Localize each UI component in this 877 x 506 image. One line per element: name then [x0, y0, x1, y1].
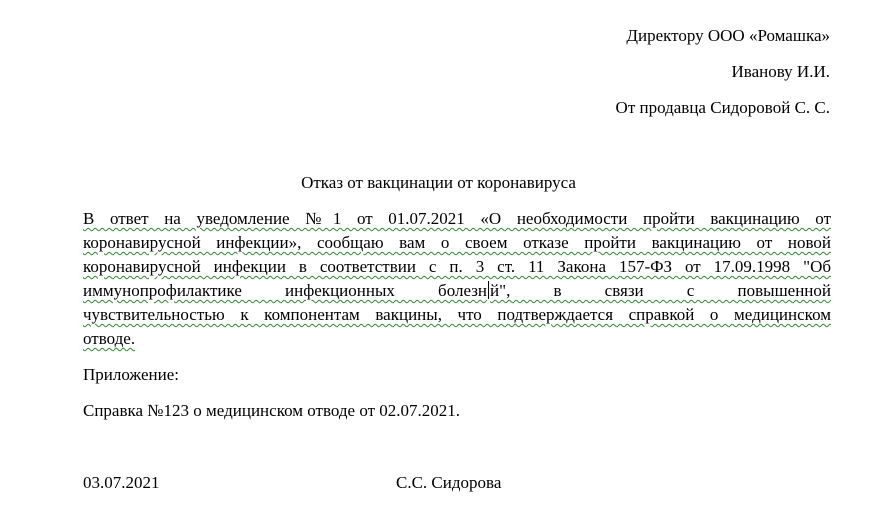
footer-signature: С.С. Сидорова: [396, 473, 502, 492]
body-line-4: иммунопрофилактике инфекционных болезн й", в связи с повышенной: [83, 281, 831, 300]
document-title: Отказ от вакцинации от коронавируса: [301, 173, 576, 192]
sender-line: От продавца Сидоровой С. С.: [615, 98, 830, 117]
body-line-5: чувствительностью к компонентам вакцины, что подтверждается справкой о медицинском: [83, 305, 831, 324]
body-line-1: В ответ на уведомление №1 от 01.07.2021 «О необходимости пройти вакцинацию от: [83, 209, 831, 228]
body-line-2: коронавирусной инфекции», сообщаю вам о своем отказе пройти вакцинацию от новой: [83, 233, 831, 252]
body-line-6: отводе.: [83, 329, 136, 348]
addressee-line: Директору ООО «Ромашка»: [626, 26, 830, 45]
body-line-3: коронавирусной инфекции в соответствии с п. 3 ст. 11 Закона 157-ФЗ от 17.09.1998 "Об: [83, 257, 831, 276]
attachment-item: Справка №123 о медицинском отводе от 02.07.2021.: [83, 401, 461, 420]
addressee-name: Иванову И.И.: [731, 62, 830, 81]
footer-date: 03.07.2021: [83, 473, 160, 492]
body-paragraph: [83, 207, 831, 351]
text-cursor: [488, 281, 489, 299]
attachment-label: Приложение:: [83, 365, 179, 384]
